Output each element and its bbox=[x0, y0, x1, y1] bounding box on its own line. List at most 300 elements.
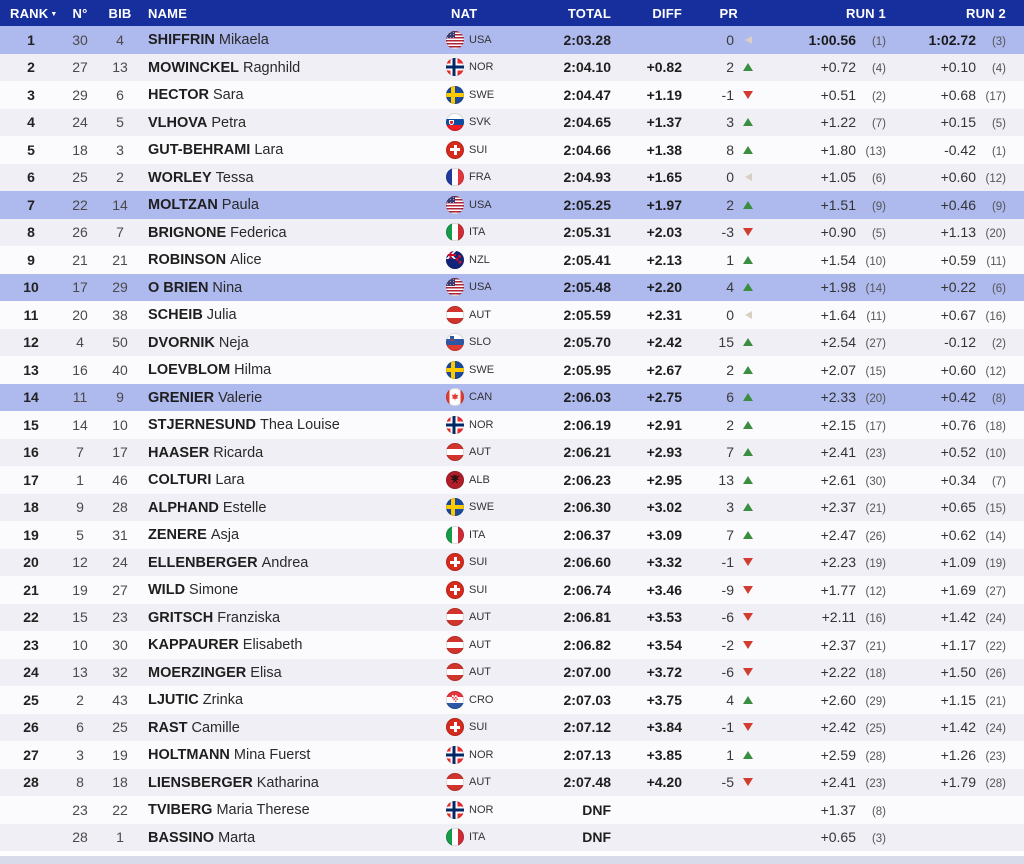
table-row[interactable] bbox=[0, 26, 1024, 54]
position-change bbox=[682, 334, 758, 350]
order-number-value: 21 bbox=[72, 251, 88, 268]
nationality bbox=[438, 471, 510, 489]
pr-down-triangle-icon bbox=[741, 91, 755, 99]
rank-value: 12 bbox=[23, 334, 39, 351]
header-run2[interactable]: RUN 2 bbox=[965, 5, 1006, 21]
header-rank[interactable] bbox=[0, 6, 62, 21]
pr-value: 8 bbox=[726, 141, 734, 158]
diff-value: +3.72 bbox=[646, 664, 682, 681]
pr-value: -1 bbox=[721, 719, 734, 736]
run1-result: +2.60 (29) bbox=[820, 691, 886, 708]
pr-value: 3 bbox=[726, 499, 734, 516]
rank-value: 25 bbox=[23, 691, 39, 708]
run2-result: +0.42 (8) bbox=[940, 389, 1006, 406]
bib-number-value: 27 bbox=[112, 581, 128, 598]
table-body bbox=[0, 26, 1024, 851]
flag-aut-icon bbox=[446, 663, 464, 681]
pr-up-triangle-icon bbox=[741, 393, 755, 401]
run2-rank: (26) bbox=[985, 668, 1006, 681]
table-row[interactable] bbox=[0, 604, 1024, 632]
order-number-value: 24 bbox=[72, 114, 88, 131]
total-time: 2:06.60 bbox=[563, 554, 611, 571]
run1-result: +1.22 (7) bbox=[820, 114, 886, 131]
athlete-name: SCHEIB Julia bbox=[148, 307, 237, 324]
pr-up-triangle-icon bbox=[741, 283, 755, 291]
order-number-value: 12 bbox=[72, 554, 88, 571]
run1-result: +2.61 (30) bbox=[820, 471, 886, 488]
country-code: ITA bbox=[469, 831, 486, 844]
run1-rank: (3) bbox=[871, 833, 886, 846]
run2-rank: (9) bbox=[991, 200, 1006, 213]
pr-up-triangle-icon bbox=[741, 146, 755, 154]
athlete-name: LIENSBERGER Katharina bbox=[148, 774, 319, 791]
athlete-name: DVORNIK Neja bbox=[148, 334, 249, 351]
flag-svk-icon bbox=[446, 113, 464, 131]
bib-number-value: 43 bbox=[112, 691, 128, 708]
pr-up-triangle-icon bbox=[741, 448, 755, 456]
table-row[interactable] bbox=[0, 136, 1024, 164]
table-row[interactable] bbox=[0, 549, 1024, 577]
athlete-name: SHIFFRIN Mikaela bbox=[148, 32, 269, 49]
run1-rank: (20) bbox=[865, 393, 886, 406]
run1-rank: (27) bbox=[865, 338, 886, 351]
diff-value: +2.03 bbox=[646, 224, 682, 241]
order-number-value: 22 bbox=[72, 196, 88, 213]
flag-usa-icon bbox=[446, 196, 464, 214]
table-row[interactable] bbox=[0, 769, 1024, 797]
table-row[interactable] bbox=[0, 631, 1024, 659]
total-time: 2:05.95 bbox=[563, 361, 611, 378]
bib-number-value: 4 bbox=[116, 31, 124, 48]
run2-result: +1.79 (28) bbox=[940, 774, 1006, 791]
rank-value: 7 bbox=[27, 196, 35, 213]
rank-value: 11 bbox=[23, 306, 39, 323]
total-time: 2:06.82 bbox=[563, 636, 611, 653]
table-row[interactable] bbox=[0, 301, 1024, 329]
table-row[interactable] bbox=[0, 384, 1024, 412]
order-number-value: 25 bbox=[72, 169, 88, 186]
run2-result: +0.34 (7) bbox=[940, 471, 1006, 488]
pr-same-triangle-icon bbox=[741, 36, 755, 44]
athlete-name: GRENIER Valerie bbox=[148, 389, 263, 406]
rank-value: 3 bbox=[27, 86, 35, 103]
position-change bbox=[682, 527, 758, 543]
nationality bbox=[438, 361, 510, 379]
header-pr[interactable]: PR bbox=[719, 5, 738, 21]
run1-result: +2.15 (17) bbox=[820, 416, 886, 433]
position-change bbox=[682, 279, 758, 295]
bib-number-value: 32 bbox=[112, 664, 128, 681]
table-row[interactable] bbox=[0, 714, 1024, 742]
nationality bbox=[438, 58, 510, 76]
country-code: USA bbox=[469, 198, 492, 211]
flag-nor-icon bbox=[446, 416, 464, 434]
run2-result: +1.42 (24) bbox=[940, 719, 1006, 736]
position-change bbox=[682, 499, 758, 515]
run1-rank: (18) bbox=[865, 668, 886, 681]
run2-result: +0.52 (10) bbox=[940, 444, 1006, 461]
run1-result: +2.37 (21) bbox=[820, 636, 886, 653]
diff-value: +2.31 bbox=[646, 306, 682, 323]
country-code: NOR bbox=[469, 803, 494, 816]
rank-value: 20 bbox=[23, 554, 39, 571]
pr-value: -3 bbox=[721, 224, 734, 241]
run1-rank: (23) bbox=[865, 778, 886, 791]
table-row[interactable] bbox=[0, 466, 1024, 494]
country-code: SUI bbox=[469, 556, 488, 569]
pr-value: 15 bbox=[718, 334, 734, 351]
header-order-number[interactable]: N° bbox=[72, 5, 88, 21]
bib-number-value: 23 bbox=[112, 609, 128, 626]
country-code: ALB bbox=[469, 473, 490, 486]
run1-rank: (30) bbox=[865, 475, 886, 488]
table-row[interactable] bbox=[0, 439, 1024, 467]
table-row[interactable] bbox=[0, 109, 1024, 137]
flag-sui-icon bbox=[446, 718, 464, 736]
position-change bbox=[682, 582, 758, 598]
nationality bbox=[438, 278, 510, 296]
pr-down-triangle-icon bbox=[741, 558, 755, 566]
bib-number-value: 17 bbox=[112, 444, 128, 461]
nationality bbox=[438, 828, 510, 846]
header-name[interactable]: NAME bbox=[148, 5, 188, 21]
pr-up-triangle-icon bbox=[741, 503, 755, 511]
run1-rank: (17) bbox=[865, 420, 886, 433]
order-number-value: 10 bbox=[72, 636, 88, 653]
athlete-name: LOEVBLOM Hilma bbox=[148, 362, 272, 379]
flag-nor-icon bbox=[446, 801, 464, 819]
table-row[interactable] bbox=[0, 796, 1024, 824]
bib-number-value: 18 bbox=[112, 774, 128, 791]
run2-result: -0.42 (1) bbox=[944, 141, 1006, 158]
bib-number-value: 14 bbox=[112, 196, 128, 213]
position-change bbox=[682, 637, 758, 653]
run1-rank: (25) bbox=[865, 723, 886, 736]
footer-bar bbox=[0, 856, 1024, 864]
diff-value: +3.09 bbox=[646, 526, 682, 543]
order-number-value: 11 bbox=[72, 389, 88, 406]
nationality bbox=[438, 416, 510, 434]
bib-number-value: 3 bbox=[116, 141, 124, 158]
flag-ita-icon bbox=[446, 828, 464, 846]
nationality bbox=[438, 443, 510, 461]
nationality bbox=[438, 553, 510, 571]
rank-value: 27 bbox=[23, 746, 39, 763]
position-change bbox=[682, 224, 758, 240]
run1-result: 1:00.56 (1) bbox=[808, 31, 886, 48]
run1-rank: (2) bbox=[871, 90, 886, 103]
pr-value: 4 bbox=[726, 691, 734, 708]
order-number-value: 16 bbox=[72, 361, 88, 378]
diff-value: +1.19 bbox=[646, 86, 682, 103]
run1-result: +0.90 (5) bbox=[820, 224, 886, 241]
athlete-name: O BRIEN Nina bbox=[148, 279, 243, 296]
diff-value: +1.38 bbox=[646, 141, 682, 158]
run2-result: +0.22 (6) bbox=[940, 279, 1006, 296]
rank-value: 24 bbox=[23, 664, 39, 681]
run1-rank: (28) bbox=[865, 750, 886, 763]
run1-rank: (1) bbox=[871, 35, 886, 48]
run1-result: +2.33 (20) bbox=[820, 389, 886, 406]
order-number-value: 2 bbox=[76, 691, 84, 708]
athlete-name: WILD Simone bbox=[148, 582, 239, 599]
bib-number-value: 30 bbox=[112, 636, 128, 653]
diff-value: +1.97 bbox=[646, 196, 682, 213]
diff-value: +2.75 bbox=[646, 389, 682, 406]
run2-rank: (1) bbox=[991, 145, 1006, 158]
run2-rank: (20) bbox=[985, 228, 1006, 241]
pr-value: 1 bbox=[726, 746, 734, 763]
country-code: USA bbox=[469, 33, 492, 46]
run2-result: -0.12 (2) bbox=[944, 334, 1006, 351]
run1-result: +1.80 (13) bbox=[820, 141, 886, 158]
pr-value: 2 bbox=[726, 59, 734, 76]
country-code: AUT bbox=[469, 666, 491, 679]
athlete-name: ROBINSON Alice bbox=[148, 252, 262, 269]
run2-rank: (23) bbox=[985, 750, 1006, 763]
run2-result: +0.76 (18) bbox=[940, 416, 1006, 433]
nationality bbox=[438, 306, 510, 324]
run1-result: +2.41 (23) bbox=[820, 774, 886, 791]
bib-number-value: 24 bbox=[112, 554, 128, 571]
run1-result: +2.41 (23) bbox=[820, 444, 886, 461]
order-number-value: 3 bbox=[76, 746, 84, 763]
table-row[interactable] bbox=[0, 824, 1024, 852]
pr-up-triangle-icon bbox=[741, 476, 755, 484]
table-row[interactable] bbox=[0, 521, 1024, 549]
nationality bbox=[438, 773, 510, 791]
run1-result: +0.72 (4) bbox=[820, 59, 886, 76]
run2-rank: (24) bbox=[985, 613, 1006, 626]
total-time: 2:07.48 bbox=[563, 774, 611, 791]
flag-cro-icon bbox=[446, 691, 464, 709]
flag-can-icon bbox=[446, 388, 464, 406]
flag-usa-icon bbox=[446, 278, 464, 296]
rank-value: 17 bbox=[23, 471, 39, 488]
country-code: FRA bbox=[469, 171, 491, 184]
diff-value: +1.65 bbox=[646, 169, 682, 186]
flag-sui-icon bbox=[446, 581, 464, 599]
table-row[interactable] bbox=[0, 576, 1024, 604]
rank-value: 8 bbox=[27, 224, 35, 241]
table-row[interactable] bbox=[0, 164, 1024, 192]
rank-value: 13 bbox=[23, 361, 39, 378]
athlete-name: HECTOR Sara bbox=[148, 87, 244, 104]
run2-rank: (2) bbox=[991, 338, 1006, 351]
bib-number-value: 10 bbox=[112, 416, 128, 433]
total-time: 2:07.13 bbox=[563, 746, 611, 763]
total-time: DNF bbox=[582, 829, 611, 846]
bib-number-value: 22 bbox=[112, 801, 128, 818]
run2-rank: (3) bbox=[991, 35, 1006, 48]
header-run1[interactable]: RUN 1 bbox=[845, 5, 886, 21]
country-code: CAN bbox=[469, 391, 493, 404]
run1-rank: (13) bbox=[865, 145, 886, 158]
rank-value: 5 bbox=[27, 141, 35, 158]
nationality bbox=[438, 251, 510, 269]
diff-value: +3.02 bbox=[646, 499, 682, 516]
flag-swe-icon bbox=[446, 361, 464, 379]
pr-value: -1 bbox=[721, 554, 734, 571]
rank-value: 19 bbox=[23, 526, 39, 543]
run2-result: +0.15 (5) bbox=[940, 114, 1006, 131]
header-nat[interactable]: NAT bbox=[451, 5, 478, 21]
run1-rank: (12) bbox=[865, 585, 886, 598]
run2-rank: (27) bbox=[985, 585, 1006, 598]
rank-value: 2 bbox=[27, 59, 35, 76]
athlete-name: HOLTMANN Mina Fuerst bbox=[148, 747, 311, 764]
country-code: NOR bbox=[469, 61, 494, 74]
pr-up-triangle-icon bbox=[741, 118, 755, 126]
run1-result: +1.98 (14) bbox=[820, 279, 886, 296]
nationality bbox=[438, 718, 510, 736]
run1-result: +1.64 (11) bbox=[820, 306, 886, 323]
order-number-value: 19 bbox=[72, 581, 88, 598]
country-code: AUT bbox=[469, 446, 491, 459]
run2-rank: (10) bbox=[985, 448, 1006, 461]
header-total[interactable]: TOTAL bbox=[567, 5, 611, 21]
run1-rank: (9) bbox=[871, 200, 886, 213]
table-row[interactable] bbox=[0, 356, 1024, 384]
run2-rank: (15) bbox=[985, 503, 1006, 516]
diff-value: +2.42 bbox=[646, 334, 682, 351]
bib-number-value: 40 bbox=[112, 361, 128, 378]
pr-value: -9 bbox=[721, 581, 734, 598]
total-time: 2:06.30 bbox=[563, 499, 611, 516]
pr-down-triangle-icon bbox=[741, 613, 755, 621]
run1-rank: (21) bbox=[865, 503, 886, 516]
run1-rank: (5) bbox=[871, 228, 886, 241]
flag-alb-icon bbox=[446, 471, 464, 489]
total-time: 2:05.59 bbox=[563, 306, 611, 323]
bib-number-value: 38 bbox=[112, 306, 128, 323]
total-time: 2:06.21 bbox=[563, 444, 611, 461]
bib-number-value: 28 bbox=[112, 499, 128, 516]
table-row[interactable] bbox=[0, 191, 1024, 219]
header-diff[interactable]: DIFF bbox=[652, 5, 682, 21]
table-row[interactable] bbox=[0, 659, 1024, 687]
pr-up-triangle-icon bbox=[741, 696, 755, 704]
run2-rank: (24) bbox=[985, 723, 1006, 736]
pr-value: -6 bbox=[721, 609, 734, 626]
athlete-name: HAASER Ricarda bbox=[148, 444, 264, 461]
table-row[interactable] bbox=[0, 329, 1024, 357]
table-row[interactable] bbox=[0, 686, 1024, 714]
table-row[interactable] bbox=[0, 411, 1024, 439]
country-code: SWE bbox=[469, 501, 495, 514]
total-time: 2:05.25 bbox=[563, 196, 611, 213]
run2-result: +1.42 (24) bbox=[940, 609, 1006, 626]
run1-result: +2.47 (26) bbox=[820, 526, 886, 543]
flag-nor-icon bbox=[446, 58, 464, 76]
order-number-value: 29 bbox=[72, 86, 88, 103]
order-number-value: 28 bbox=[72, 829, 88, 846]
order-number-value: 14 bbox=[72, 416, 88, 433]
run2-rank: (14) bbox=[985, 530, 1006, 543]
rank-value: 1 bbox=[27, 31, 35, 48]
flag-ita-icon bbox=[446, 526, 464, 544]
position-change bbox=[682, 692, 758, 708]
run2-result: +1.09 (19) bbox=[940, 554, 1006, 571]
run1-result: +2.37 (21) bbox=[820, 499, 886, 516]
run2-rank: (16) bbox=[985, 310, 1006, 323]
header-rank-label: RANK bbox=[10, 5, 49, 21]
total-time: 2:07.12 bbox=[563, 719, 611, 736]
run1-rank: (21) bbox=[865, 640, 886, 653]
pr-up-triangle-icon bbox=[741, 256, 755, 264]
pr-up-triangle-icon bbox=[741, 366, 755, 374]
table-row[interactable] bbox=[0, 54, 1024, 82]
rank-value: 10 bbox=[23, 279, 39, 296]
run1-rank: (23) bbox=[865, 448, 886, 461]
table-header-row bbox=[0, 0, 1024, 26]
country-code: SWE bbox=[469, 88, 495, 101]
table-row[interactable] bbox=[0, 81, 1024, 109]
diff-value: +3.54 bbox=[646, 636, 682, 653]
rank-value: 28 bbox=[23, 774, 39, 791]
flag-aut-icon bbox=[446, 636, 464, 654]
table-row[interactable] bbox=[0, 246, 1024, 274]
run2-result: +1.17 (22) bbox=[940, 636, 1006, 653]
diff-value: +0.82 bbox=[646, 59, 682, 76]
athlete-name: VLHOVA Petra bbox=[148, 114, 247, 131]
country-code: NOR bbox=[469, 748, 494, 761]
sort-desc-icon: ▼ bbox=[50, 10, 58, 18]
athlete-name: ALPHAND Estelle bbox=[148, 499, 267, 516]
bib-number-value: 29 bbox=[112, 279, 128, 296]
run1-rank: (6) bbox=[871, 173, 886, 186]
run1-rank: (29) bbox=[865, 695, 886, 708]
total-time: 2:06.19 bbox=[563, 416, 611, 433]
bib-number-value: 2 bbox=[116, 169, 124, 186]
position-change bbox=[682, 114, 758, 130]
table-row[interactable] bbox=[0, 274, 1024, 302]
order-number-value: 7 bbox=[76, 444, 84, 461]
position-change bbox=[682, 252, 758, 268]
nationality bbox=[438, 168, 510, 186]
bib-number-value: 46 bbox=[112, 471, 128, 488]
flag-aut-icon bbox=[446, 773, 464, 791]
run2-rank: (19) bbox=[985, 558, 1006, 571]
athlete-name: RAST Camille bbox=[148, 719, 240, 736]
diff-value: +3.53 bbox=[646, 609, 682, 626]
table-row[interactable] bbox=[0, 219, 1024, 247]
order-number-value: 8 bbox=[76, 774, 84, 791]
position-change bbox=[682, 554, 758, 570]
table-row[interactable] bbox=[0, 494, 1024, 522]
pr-up-triangle-icon bbox=[741, 201, 755, 209]
table-footer bbox=[0, 851, 1024, 864]
order-number-value: 5 bbox=[76, 526, 84, 543]
header-bib[interactable]: BIB bbox=[108, 5, 132, 21]
bib-number-value: 31 bbox=[112, 526, 128, 543]
flag-slo-icon bbox=[446, 333, 464, 351]
table-row[interactable] bbox=[0, 741, 1024, 769]
order-number-value: 6 bbox=[76, 719, 84, 736]
athlete-name: MOWINCKEL Ragnhild bbox=[148, 59, 301, 76]
flag-ita-icon bbox=[446, 223, 464, 241]
order-number-value: 9 bbox=[76, 499, 84, 516]
athlete-name: BRIGNONE Federica bbox=[148, 224, 287, 241]
pr-value: 0 bbox=[726, 169, 734, 186]
total-time: 2:04.47 bbox=[563, 86, 611, 103]
pr-down-triangle-icon bbox=[741, 778, 755, 786]
run1-result: +2.59 (28) bbox=[820, 746, 886, 763]
nationality bbox=[438, 196, 510, 214]
run2-result: +0.60 (12) bbox=[940, 361, 1006, 378]
bib-number-value: 25 bbox=[112, 719, 128, 736]
run1-result: +1.54 (10) bbox=[820, 251, 886, 268]
